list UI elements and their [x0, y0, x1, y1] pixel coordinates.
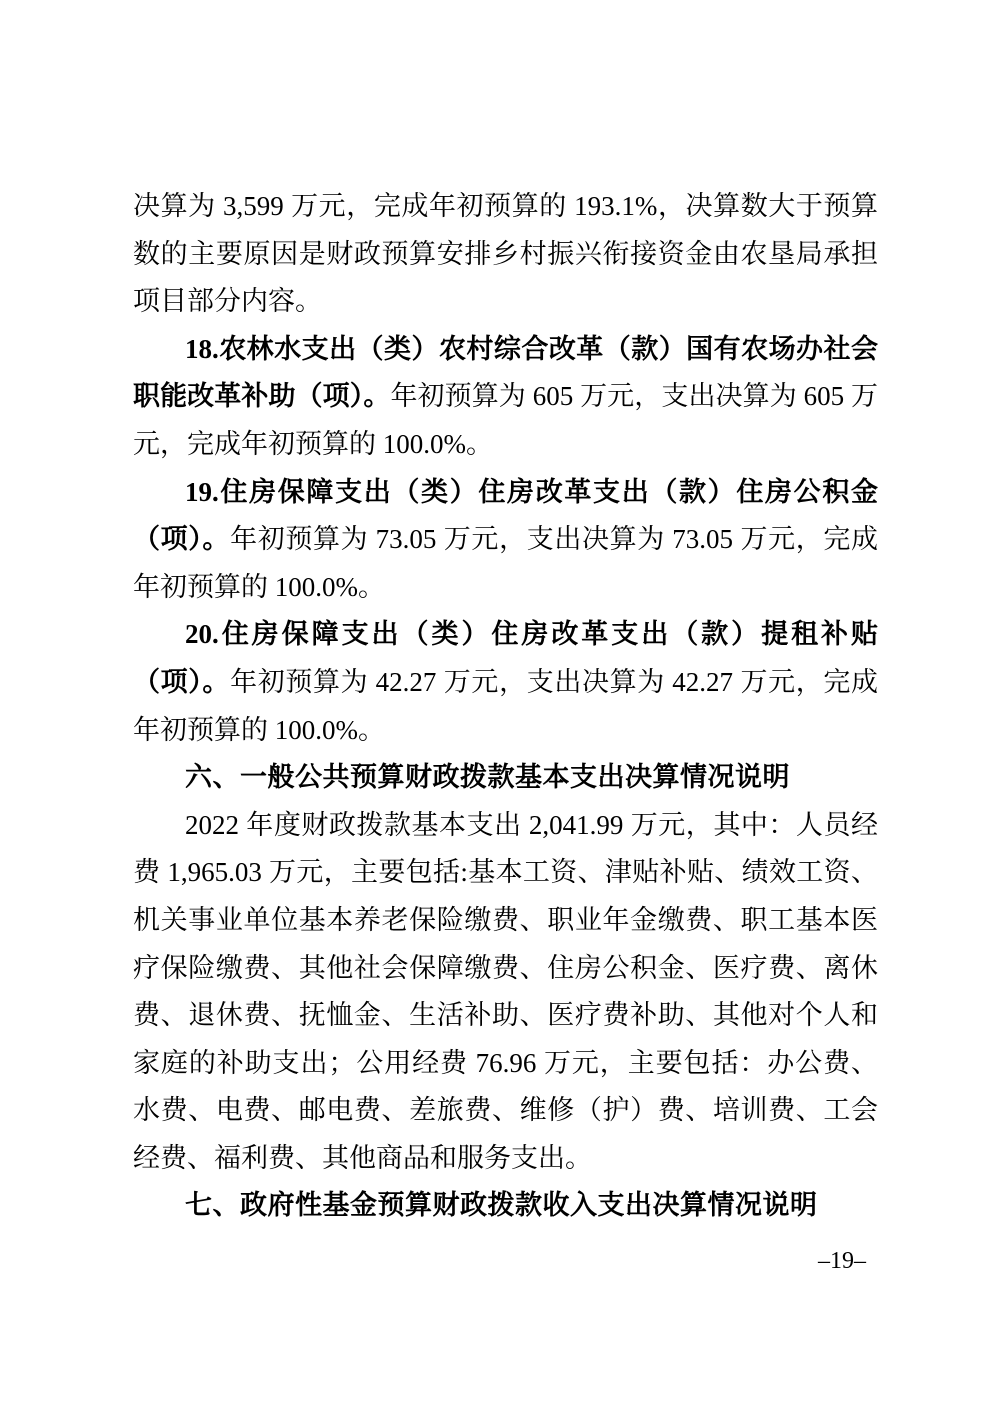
- continuation-paragraph: [133, 183, 878, 326]
- document-body: [133, 183, 878, 1230]
- section-6-body-text: 2022 年度财政拨款基本支出 2,041.99 万元，其中：人员经费 1,965.03 万元，主要包括:基本工资、津贴补贴、绩效工资、机关事业单位基本养老保险缴费、职业年金缴费、职工基本医疗保险缴费、其他社会保障缴费、住房公积金、医疗费、离休费、退休费、抚恤金、生活补助、医疗费补助、其他对个人和家庭的补助支出；公用经费 76.96 万元，主要包括：办公费、水费、电费、邮电费、差旅费、维修（护）费、培训费、工会经费、福利费、其他商品和服务支出。: [133, 809, 878, 1173]
- item-20-title: 20.住房保障支出（类）住房改革支出（款）提租补贴（项）。: [133, 619, 878, 697]
- section-7-heading: 七、政府性基金预算财政拨款收入支出决算情况说明: [185, 1190, 818, 1221]
- paragraph-item-19: [133, 469, 878, 612]
- item-18-body: 年初预算为 605 万元，支出决算为 605 万元，完成年初预算的 100.0%。: [133, 381, 879, 459]
- paragraph-item-20: [133, 611, 878, 754]
- continuation-paragraph-text: 决算为 3,599 万元，完成年初预算的 193.1%，决算数大于预算数的主要原因是财政预算安排乡村振兴衔接资金由农垦局承担项目部分内容。: [133, 191, 878, 317]
- section-6-heading: 六、一般公共预算财政拨款基本支出决算情况说明: [185, 762, 790, 793]
- item-18-title: 18.农林水支出（类）农村综合改革（款）国有农场办社会职能改革补助（项）。: [133, 333, 878, 412]
- paragraph-item-18: [133, 326, 878, 469]
- section-6-body: [133, 802, 878, 1183]
- item-19-body: 年初预算为 73.05 万元，支出决算为 73.05 万元，完成年初预算的 100.0%。: [133, 524, 879, 602]
- item-20-body: 年初预算为 42.27 万元，支出决算为 42.27 万元，完成年初预算的 100.0%。: [133, 666, 879, 745]
- page-number: –19–: [818, 1248, 866, 1274]
- item-19-title: 19.住房保障支出（类）住房改革支出（款）住房公积金（项）。: [133, 476, 878, 555]
